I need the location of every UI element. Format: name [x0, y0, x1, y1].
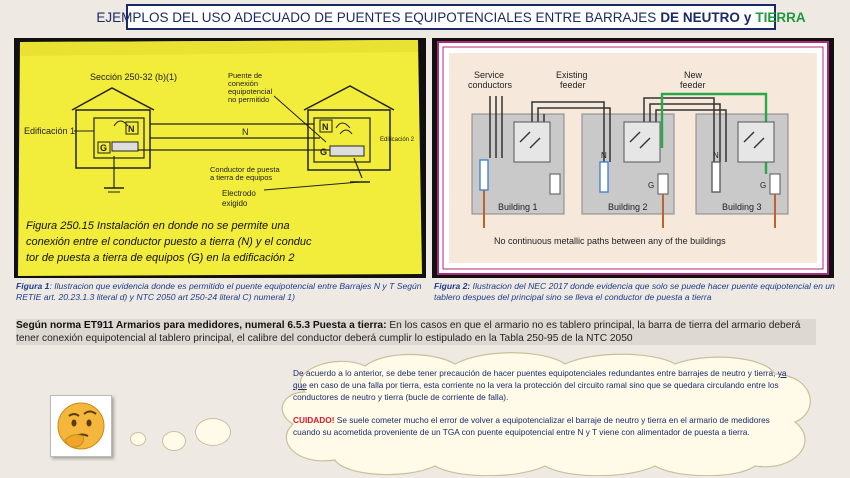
cloud-p1-underline: ya que [293, 368, 787, 390]
title-main: EJEMPLOS DEL USO ADECUADO DE PUENTES EQUIPOTENCIALES ENTRE BARRAJES [96, 9, 657, 25]
fig1-edificacion1: Edificación 1 [24, 126, 76, 136]
figure-2-caption [434, 281, 836, 303]
fig1-conductor-label: Conductor de puesta a tierra de equipos [210, 165, 280, 182]
cloud-text [293, 368, 793, 439]
cloud-p1-after: en caso de una falla por tierra, esta corriente no la vera la protección del circuito ramal sino que se quedara circulando entre los conductores de neutro y tierra (bucle de corriente de falla). [293, 379, 779, 402]
figure-1 [14, 38, 426, 278]
title-y: y [743, 9, 752, 25]
figure-1-drawing [14, 38, 426, 278]
fig2-g3: G [760, 181, 767, 190]
figure-2-drawing [432, 38, 834, 278]
cloud-paragraph-2 [293, 415, 793, 439]
fig1-caption-2: conexión entre el conductor puesto a tierra (N) y el conduc [26, 236, 312, 248]
fig1-section: Sección 250-32 (b)(1) [90, 72, 178, 82]
fig1-n2: N [322, 122, 329, 132]
fig1-g1: G [100, 143, 108, 153]
norm-bold: Según norma ET911 Armarios para medidores, numeral 6.5.3 Puesta a tierra: [16, 320, 387, 331]
fig1-caption-3: tor de puesta a tierra de equipos (G) en la edificación 2 [26, 252, 295, 264]
page-title [96, 4, 806, 30]
norm-paragraph [16, 319, 816, 345]
fig1-electrodo-label: Electrodo exigido [222, 189, 256, 208]
title-neutro: DE NEUTRO [660, 9, 740, 25]
fig2-n2: N [601, 151, 607, 160]
fig1-g2: G [320, 147, 328, 157]
fig1-puente-label: Puente de conexión equipotencial no permitido [228, 71, 273, 104]
fig2-caption-bold: Figura 2: [434, 281, 471, 291]
fig2-building3: Building 3 [722, 202, 762, 212]
fig2-caption-text: Ilustracion del NEC 2017 donde evidencia que solo se puede hacer puente equipotencial en un tablero despues del principal sino se lleva el conductor de puesta a tierra [434, 281, 835, 302]
figure-1-caption [16, 281, 428, 303]
cloud-p1-before: De acuerdo a lo anterior, se debe tener precaución de hacer puentes equipotenciales redundantes entre barrajes de neutro y tierra, [293, 368, 778, 378]
thought-bubble-small [162, 431, 186, 451]
figure-2 [432, 38, 834, 278]
fig2-service-conductors: Service conductors [468, 70, 513, 90]
cloud-p2: Se suele cometer mucho el error de volver a equipotencializar el barraje de neutro y tierra en el armario de medidores cuando su acometida proveniente de un TGA con puente equipotencial entre N y T viene con alimentador de puesta a tierra. [293, 415, 770, 438]
thought-bubble-medium [195, 418, 231, 446]
fig2-building1: Building 1 [498, 202, 538, 212]
fig2-new-feeder: New feeder [680, 70, 706, 90]
fig1-caption-bold: Figura 1 [16, 281, 50, 291]
fig1-caption-text: : Ilustracion que evidencia donde es permitido el puente equipotencial entre Barrajes N y T Según RETIE art. 20.23.1.3 literal d) y NTC 2050 art 250-24 literal C) numeral 1) [16, 281, 422, 302]
norm-text: En los casos en que el armario no es tablero principal, la barra de tierra del armario deberá tener conexión equipotencial al tablero principal, el calibre del conductor deberá cumplir lo estipulado en la Tabla 250-95 de la NTC 2050 [16, 320, 801, 344]
fig2-note: No continuous metallic paths between any of the buildings [494, 236, 726, 246]
fig2-existing-feeder: Existing feeder [556, 70, 588, 90]
fig2-building2: Building 2 [608, 202, 648, 212]
fig1-n-line: N [242, 127, 249, 137]
cloud-warning: CUIDADO! [293, 415, 335, 426]
title-tierra: TIERRA [755, 9, 806, 25]
fig1-edificacion2: Edificación 2 [380, 137, 415, 143]
fig1-caption-1: Figura 250.15 Instalación en donde no se permite una [26, 220, 290, 232]
thinking-face-icon [50, 395, 112, 457]
cloud-paragraph-1 [293, 368, 793, 403]
thought-bubble-tiny [130, 432, 146, 446]
fig2-g2: G [648, 181, 655, 190]
fig1-n1: N [128, 124, 135, 134]
fig2-n3: N [713, 151, 719, 160]
